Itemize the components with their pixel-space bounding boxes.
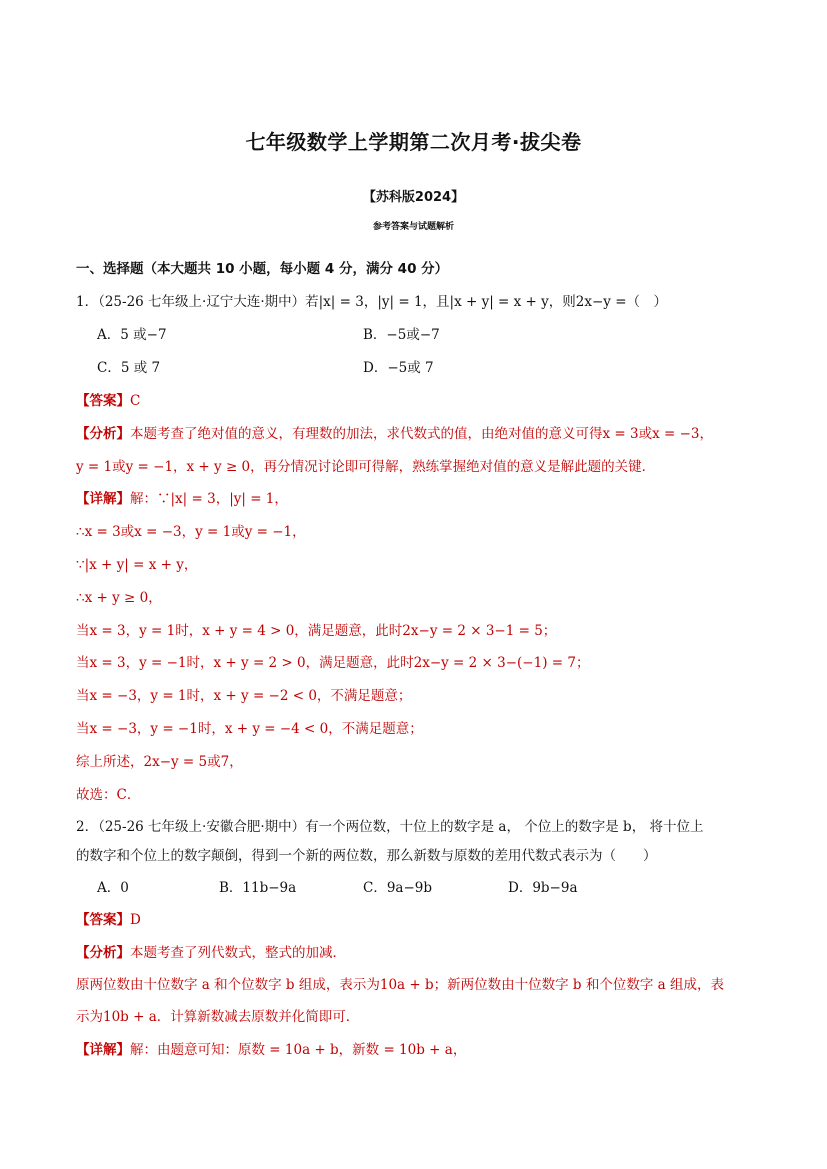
answer-value: C (130, 393, 141, 409)
detail-tag: 【详解】 (76, 1042, 130, 1058)
q1-detail (76, 489, 288, 509)
q1-stem: 1．（25-26 七年级上·辽宁大连·期中）若|x| = 3，|y| = 1，且|x + y| = x + y，则2x−y =（ ） (76, 294, 668, 310)
q1-detail-line: 故选：C． (76, 787, 141, 803)
detail-text: 解：由题意可知：原数 = 10a + b，新数 = 10b + a， (130, 1042, 467, 1058)
q2-option-b: B．11b−9a (219, 880, 297, 896)
analysis-tag: 【分析】 (76, 945, 130, 961)
answer-subtitle: 参考答案与试题解析 (372, 222, 454, 232)
q2-analysis-cont: 原两位数由十位数字 a 和个位数字 b 组成，表示为10a + b；新两位数由十位数字 b 和个位数字 a 组成，表 (76, 977, 724, 993)
answer-tag: 【答案】 (76, 393, 130, 409)
q2-answer (76, 910, 141, 930)
answer-tag: 【答案】 (76, 912, 130, 928)
q1-answer (76, 391, 140, 411)
q2-option-c: C．9a−9b (363, 880, 433, 896)
q1-option-a: A．5 或−7 (97, 327, 167, 343)
q2-option-a: A．0 (97, 880, 129, 896)
document-title: 七年级数学上学期第二次月考·拔尖卷 (245, 130, 582, 154)
q2-analysis (76, 943, 346, 963)
q2-option-d: D．9b−9a (508, 880, 578, 896)
q1-detail-line: 当x = 3，y = −1时，x + y = 2 > 0，满足题意，此时2x−y = 2 × 3−(−1) = 7； (76, 655, 590, 671)
q1-detail-line: ∵|x + y| = x + y， (76, 557, 198, 573)
q1-option-d: D．−5或 7 (363, 360, 434, 376)
detail-text: 解：∵|x| = 3，|y| = 1， (130, 491, 288, 507)
q1-detail-line: 当x = −3，y = 1时，x + y = −2 < 0，不满足题意； (76, 688, 412, 704)
q2-analysis-cont: 示为10b + a．计算新数减去原数并化简即可． (76, 1009, 360, 1025)
q1-detail-line: 综上所述，2x−y = 5或7， (76, 754, 243, 770)
q2-stem: 2．（25-26 七年级上·安徽合肥·期中）有一个两位数，十位上的数字是 a， 个位上的数字是 b， 将十位上 (76, 819, 704, 835)
analysis-text: 本题考查了绝对值的意义，有理数的加法，求代数式的值，由绝对值的意义可得x = 3或x = −3， (130, 426, 714, 442)
q1-detail-line: ∴x = 3或x = −3，y = 1或y = −1， (76, 524, 306, 540)
q2-stem-cont: 的数字和个位上的数字颠倒，得到一个新的两位数，那么新数与原数的差用代数式表示为（ ） (76, 848, 657, 864)
q1-option-c: C．5 或 7 (97, 360, 161, 376)
analysis-text: 本题考查了列代数式，整式的加减． (130, 945, 346, 961)
section-heading-multiple-choice: 一、选择题（本大题共 10 小题，每小题 4 分，满分 40 分） (76, 261, 449, 277)
q1-detail-line: 当x = −3，y = −1时，x + y = −4 < 0，不满足题意； (76, 721, 423, 737)
q1-option-b: B．−5或−7 (363, 327, 440, 343)
analysis-tag: 【分析】 (76, 426, 130, 442)
q1-detail-line: ∴x + y ≥ 0， (76, 590, 162, 606)
answer-value: D (130, 912, 141, 928)
q1-detail-line: 当x = 3，y = 1时，x + y = 4 > 0，满足题意，此时2x−y = 2 × 3−1 = 5； (76, 623, 557, 639)
detail-tag: 【详解】 (76, 491, 130, 507)
q1-analysis (76, 424, 713, 444)
edition-label: 【苏科版2024】 (362, 190, 465, 205)
q2-detail (76, 1040, 466, 1060)
q1-analysis-cont: y = 1或y = −1，x + y ≥ 0，再分情况讨论即可得解，熟练掌握绝对值的意义是解此题的关键． (76, 459, 656, 475)
